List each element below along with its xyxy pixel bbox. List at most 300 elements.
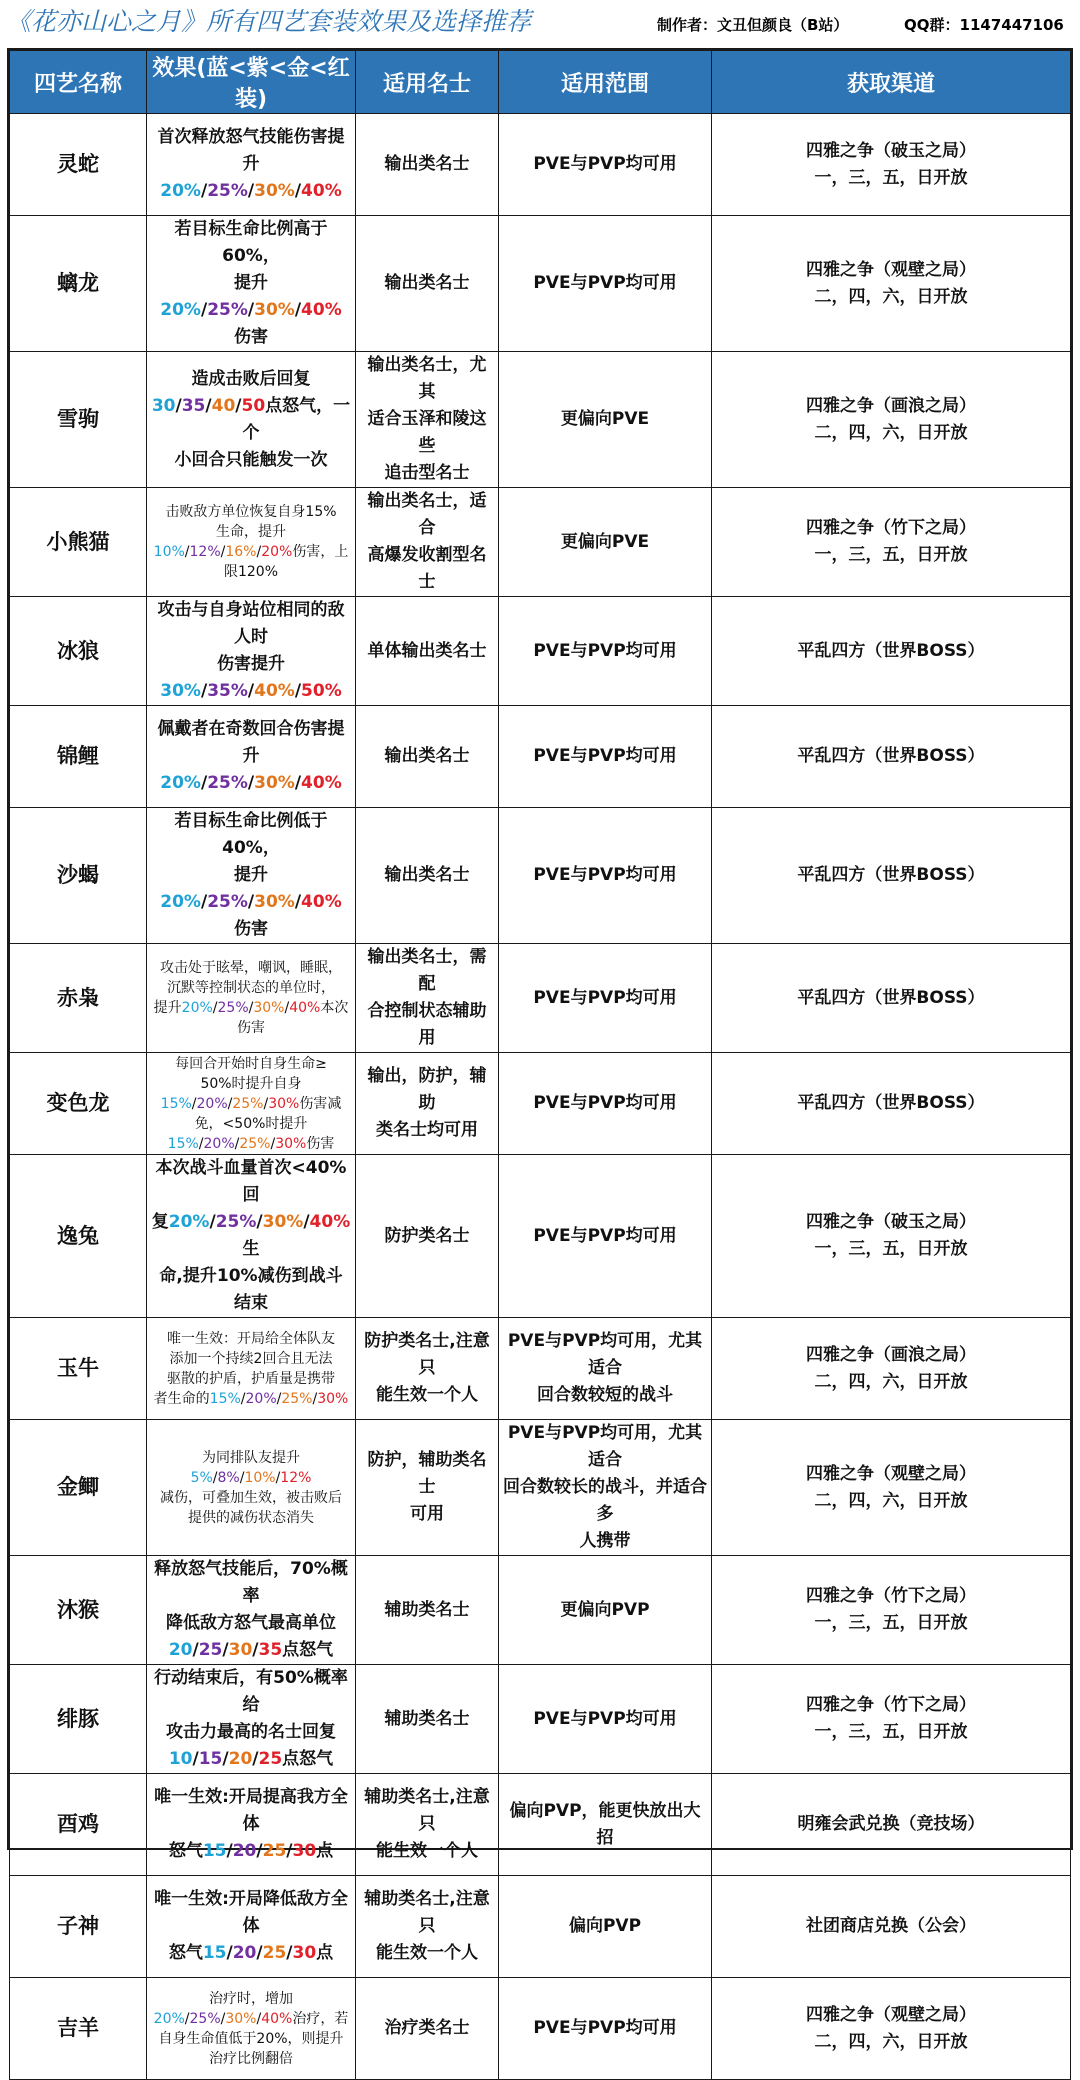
effect-text: 30% xyxy=(254,892,295,912)
suitable-cell-line: 类名士均可用 xyxy=(376,1120,478,1140)
effect-line xyxy=(151,1448,351,1468)
effect-line xyxy=(151,770,351,797)
effect-cell xyxy=(147,944,356,1053)
effect-text: / xyxy=(247,773,255,793)
table-row xyxy=(10,808,1071,944)
effect-text: / xyxy=(256,544,262,560)
effect-line xyxy=(151,1637,351,1664)
effect-text: 每回合开始时自身生命≥ xyxy=(175,1055,327,1072)
effect-cell xyxy=(147,114,356,216)
suitable-cell xyxy=(356,1978,499,2080)
effect-cell xyxy=(147,352,356,488)
effect-text: 35 xyxy=(258,1640,283,1660)
effect-text: 8% xyxy=(217,1469,240,1486)
set-name: 子神 xyxy=(10,1876,147,1978)
effect-line xyxy=(151,597,351,651)
effect-text: 25 xyxy=(258,1749,283,1769)
scope-cell-line: PVE与PVP均可用 xyxy=(533,1093,677,1113)
effect-text: 30% xyxy=(268,1095,300,1112)
effect-cell xyxy=(147,1318,356,1420)
source-cell xyxy=(712,216,1071,352)
effect-text: 15% xyxy=(167,1135,199,1152)
scope-cell xyxy=(499,1665,712,1774)
source-cell-line: 四雅之争（破玉之局） xyxy=(806,140,976,161)
effect-text: 点怒气 xyxy=(282,1640,334,1660)
effect-text: 30% xyxy=(262,1212,304,1232)
table-row xyxy=(10,114,1071,216)
suitable-cell-line: 输出类名士，适合 xyxy=(367,491,487,538)
set-name: 灵蛇 xyxy=(10,114,147,216)
suitable-cell-line: 追击型名士 xyxy=(384,463,470,483)
source-cell-line: 二，四，六，日开放 xyxy=(814,286,968,307)
scope-cell-line: 偏向PVP xyxy=(568,1916,642,1936)
effect-cell xyxy=(147,706,356,808)
effect-line xyxy=(151,1389,351,1409)
effect-text: 本次战斗血量首次<40%回 xyxy=(155,1158,347,1205)
page-title: 《花亦山心之月》所有四艺套装效果及选择推荐 xyxy=(6,7,532,36)
effect-text: / xyxy=(256,1943,263,1963)
source-cell xyxy=(712,1665,1071,1774)
effect-text: / xyxy=(240,1390,246,1407)
header-name: 四艺名称 xyxy=(10,51,147,114)
effect-text: 20% xyxy=(160,892,201,912)
effect-text: 治疗，若 xyxy=(292,2010,349,2027)
scope-cell xyxy=(499,114,712,216)
effect-line xyxy=(151,216,351,270)
effect-text: 10 xyxy=(168,1749,193,1769)
effect-text: 40% xyxy=(301,773,342,793)
effect-text: 20 xyxy=(232,1841,257,1861)
table-row xyxy=(10,1155,1071,1318)
effect-line xyxy=(151,447,351,474)
source-cell-line: 二，四，六，日开放 xyxy=(814,1371,968,1392)
effect-cell xyxy=(147,808,356,944)
effect-text: 25% xyxy=(189,2010,221,2027)
effect-text: / xyxy=(209,1212,216,1232)
effect-text: / xyxy=(248,1000,254,1016)
effect-text: 50% xyxy=(301,681,342,701)
effect-line xyxy=(151,1369,351,1389)
author-credit: 制作者：文丑但颜良（B站） xyxy=(657,16,849,34)
effect-line xyxy=(151,1940,351,1967)
suitable-cell-line: 输出类名士，尤其 xyxy=(367,355,487,402)
effect-text: / xyxy=(184,544,190,560)
suitable-cell-line: 治疗类名士 xyxy=(384,2018,470,2038)
effect-line xyxy=(151,916,351,943)
suitable-cell xyxy=(356,1774,499,1876)
effect-text: 沉默等控制状态的单位时， xyxy=(167,980,335,996)
effect-text: 15 xyxy=(202,1841,227,1861)
effect-text: 20% xyxy=(168,1212,210,1232)
source-cell xyxy=(712,944,1071,1053)
effect-text: 35% xyxy=(207,681,248,701)
scope-cell-line: 更偏向PVP xyxy=(560,1599,650,1620)
suitable-cell-line: 能生效一个人 xyxy=(376,1841,478,1861)
effect-text: 释放怒气技能后，70%概率 xyxy=(154,1559,348,1606)
effect-text: 为同排队友提升 xyxy=(202,1449,300,1466)
suitable-cell-line: 防护，辅助类名士 xyxy=(367,1450,487,1497)
effect-text: 10% xyxy=(153,544,185,560)
effect-line xyxy=(151,1746,351,1773)
effect-text: 伤害减 xyxy=(299,1095,342,1112)
set-name: 吉羊 xyxy=(10,1978,147,2080)
set-name: 锦鲤 xyxy=(10,706,147,808)
effect-cell xyxy=(147,1876,356,1978)
effect-text: / xyxy=(256,1841,263,1861)
effect-text: 30% xyxy=(254,300,295,320)
effect-text: 30% xyxy=(160,681,201,701)
effect-line xyxy=(151,1349,351,1369)
scope-cell xyxy=(499,1155,712,1318)
effect-text: 25% xyxy=(215,1212,257,1232)
table-row xyxy=(10,1318,1071,1420)
effect-text: 佩戴者在奇数回合伤害提升 xyxy=(157,719,345,766)
suitable-cell xyxy=(356,352,499,488)
scope-cell xyxy=(499,1420,712,1556)
effect-text: 治疗时，增加 xyxy=(209,1990,293,2007)
effect-text: / xyxy=(303,1212,310,1232)
effect-text: 12% xyxy=(280,1469,312,1486)
effect-text: / xyxy=(212,1469,218,1486)
effect-text: / xyxy=(226,1841,233,1861)
effect-text: / xyxy=(294,681,302,701)
effect-line xyxy=(151,1719,351,1746)
effect-text: 40% xyxy=(289,1000,321,1016)
scope-cell-line: 人携带 xyxy=(579,1531,631,1551)
effect-text: / xyxy=(212,1000,218,1016)
effect-line xyxy=(151,1094,351,1114)
effect-text: / xyxy=(175,395,182,416)
source-cell-line: 平乱四方（世界BOSS） xyxy=(797,865,985,885)
effect-text: 25% xyxy=(207,181,248,201)
effect-text: 35 xyxy=(181,395,206,416)
scope-cell xyxy=(499,216,712,352)
source-cell xyxy=(712,1420,1071,1556)
effect-text: 20% xyxy=(245,1390,277,1407)
scope-cell-line: 更偏向PVE xyxy=(560,531,650,552)
source-cell-line: 四雅之争（观壁之局） xyxy=(806,2004,976,2025)
effect-text: 提供的减伤状态消失 xyxy=(188,1509,314,1526)
source-cell-line: 四雅之争（竹下之局） xyxy=(806,518,976,538)
effect-text: 伤害提升 xyxy=(217,654,285,674)
source-cell xyxy=(712,488,1071,597)
effect-text: 小回合只能触发一次 xyxy=(174,449,328,470)
scope-cell-line: PVE与PVP均可用 xyxy=(533,1708,677,1729)
scope-cell xyxy=(499,488,712,597)
effect-text: 40% xyxy=(301,181,342,201)
scope-cell xyxy=(499,1774,712,1876)
scope-cell-line: PVE与PVP均可用，尤其适合 xyxy=(507,1423,703,1470)
effect-text: / xyxy=(235,395,242,416)
effect-text: 20% xyxy=(160,300,201,320)
effect-text: 怒气 xyxy=(168,1841,203,1861)
suitable-cell-line: 输出类名士 xyxy=(384,273,470,293)
table-row xyxy=(10,1053,1071,1155)
scope-cell-line: PVE与PVP均可用 xyxy=(533,865,677,885)
effect-line xyxy=(151,1329,351,1349)
source-cell-line: 二，四，六，日开放 xyxy=(814,2031,968,2052)
effect-text: 15% xyxy=(209,1390,241,1407)
effect-line xyxy=(151,716,351,770)
source-cell-line: 二，四，六，日开放 xyxy=(814,1490,968,1511)
source-cell-line: 平乱四方（世界BOSS） xyxy=(797,1093,985,1113)
effect-text: 30% xyxy=(275,1135,307,1152)
effect-text: 40% xyxy=(254,681,295,701)
effect-text: 30% xyxy=(225,2010,257,2027)
effect-text: 20 xyxy=(228,1749,253,1769)
effect-line xyxy=(151,678,351,705)
set-name: 绯豚 xyxy=(10,1665,147,1774)
effect-text: 30 xyxy=(228,1640,253,1660)
source-cell-line: 明雍会武兑换（竞技场） xyxy=(797,1814,985,1834)
source-cell xyxy=(712,1774,1071,1876)
effect-text: 限120% xyxy=(223,564,279,580)
effect-text: / xyxy=(247,681,255,701)
effect-text: / xyxy=(294,892,302,912)
source-cell-line: 四雅之争（画浪之局） xyxy=(806,1344,976,1365)
effect-text: 20% xyxy=(160,181,201,201)
effect-text: 降低敌方怒气最高单位 xyxy=(166,1613,336,1633)
effect-text: 唯一生效:开局降低敌方全体 xyxy=(154,1889,348,1936)
table-row xyxy=(10,1774,1071,1876)
scope-cell-line: PVE与PVP均可用 xyxy=(533,746,677,766)
effect-text: / xyxy=(222,1749,229,1769)
effect-text: 50%时提升自身 xyxy=(200,1075,302,1092)
effect-text: / xyxy=(200,300,208,320)
effect-text: / xyxy=(312,1390,318,1407)
effect-text: 16% xyxy=(225,544,257,560)
effect-text: 30 xyxy=(292,1841,317,1861)
effect-text: / xyxy=(284,1000,290,1016)
effect-text: 30% xyxy=(254,181,295,201)
effect-line xyxy=(151,270,351,324)
scope-cell-line: 回合数较长的战斗，并适合多 xyxy=(503,1477,707,1524)
source-cell-line: 四雅之争（观壁之局） xyxy=(806,1463,976,1484)
suitable-cell-line: 防护类名士 xyxy=(384,1225,470,1246)
effect-text: 20 xyxy=(168,1640,193,1660)
header-suitable: 适用名士 xyxy=(356,51,499,114)
effect-text: 唯一生效:开局提高我方全体 xyxy=(154,1787,348,1834)
suitable-cell-line: 辅助类名士,注意只 xyxy=(364,1787,490,1834)
table-row xyxy=(10,1876,1071,1978)
scope-cell-line: PVE与PVP均可用 xyxy=(533,640,677,661)
effect-line xyxy=(151,542,351,562)
source-cell-line: 平乱四方（世界BOSS） xyxy=(797,987,985,1008)
effect-text: 10% xyxy=(244,1469,276,1486)
effect-text: 提升 xyxy=(234,865,268,885)
header-scope: 适用范围 xyxy=(499,51,712,114)
effect-line xyxy=(151,502,351,522)
effect-text: 点怒气 xyxy=(282,1749,334,1769)
header-effect: 效果(蓝<紫<金<红装) xyxy=(147,51,356,114)
effect-cell xyxy=(147,597,356,706)
effect-text: 25 xyxy=(262,1943,287,1963)
effect-text: / xyxy=(294,181,302,201)
source-cell-line: 四雅之争（观壁之局） xyxy=(806,259,976,280)
source-cell-line: 平乱四方（世界BOSS） xyxy=(797,746,985,766)
scope-cell xyxy=(499,1318,712,1420)
suitable-cell-line: 辅助类名士,注意只 xyxy=(364,1889,490,1936)
set-name: 变色龙 xyxy=(10,1053,147,1155)
effect-text: 40 xyxy=(211,395,236,416)
source-cell xyxy=(712,597,1071,706)
effect-text: 20% xyxy=(196,1095,228,1112)
effect-text: 15% xyxy=(160,1095,192,1112)
suitable-cell-line: 辅助类名士 xyxy=(384,1599,470,1620)
effect-text: 免，<50%时提升 xyxy=(194,1115,308,1132)
source-cell xyxy=(712,1155,1071,1318)
table-row xyxy=(10,1665,1071,1774)
table-row xyxy=(10,597,1071,706)
set-name: 逸兔 xyxy=(10,1155,147,1318)
suitable-cell xyxy=(356,706,499,808)
source-cell-line: 四雅之争（破玉之局） xyxy=(806,1212,976,1232)
effect-line xyxy=(151,1989,351,2009)
suitable-cell xyxy=(356,1318,499,1420)
effect-cell xyxy=(147,1774,356,1876)
effect-line xyxy=(151,1114,351,1134)
source-cell-line: 一，三，五，日开放 xyxy=(814,1613,968,1633)
effect-text: / xyxy=(247,181,255,201)
effect-cell xyxy=(147,1420,356,1556)
effect-text: / xyxy=(227,1095,233,1112)
effect-text: 生 xyxy=(242,1239,260,1259)
effect-text: 伤害 xyxy=(237,1020,265,1036)
scope-cell xyxy=(499,1053,712,1155)
suitable-cell xyxy=(356,1556,499,1665)
effect-text: 12% xyxy=(189,544,221,560)
effect-line xyxy=(151,1074,351,1094)
effect-line xyxy=(151,1838,351,1865)
effect-text: 20% xyxy=(153,2010,185,2027)
header-source: 获取渠道 xyxy=(712,51,1071,114)
effect-text: 行动结束后，有50%概率给 xyxy=(154,1668,348,1715)
suitable-cell-line: 可用 xyxy=(410,1504,444,1524)
effect-text: / xyxy=(205,395,212,416)
suitable-cell xyxy=(356,1665,499,1774)
source-cell-line: 一，三，五，日开放 xyxy=(814,1722,968,1742)
suitable-cell-line: 适合玉泽和陵这些 xyxy=(367,409,487,456)
effect-line xyxy=(151,1886,351,1940)
effect-text: 20% xyxy=(203,1135,235,1152)
effect-text: 复 xyxy=(151,1212,169,1232)
effect-text: 若目标生命比例高于60%， xyxy=(174,219,328,266)
effect-text: 20% xyxy=(181,1000,213,1016)
suitable-cell-line: 输出类名士 xyxy=(384,154,470,174)
effect-text: 20% xyxy=(261,544,293,560)
set-name: 玉牛 xyxy=(10,1318,147,1420)
table-row xyxy=(10,944,1071,1053)
effect-text: / xyxy=(220,2010,226,2027)
table-row xyxy=(10,1556,1071,1665)
set-name: 酉鸡 xyxy=(10,1774,147,1876)
suitable-cell xyxy=(356,808,499,944)
suitable-cell-line: 输出类名士 xyxy=(384,746,470,766)
source-cell xyxy=(712,808,1071,944)
scope-cell xyxy=(499,706,712,808)
effect-text: / xyxy=(200,773,208,793)
effect-text: 点 xyxy=(316,1841,334,1861)
source-cell xyxy=(712,1978,1071,2080)
effect-line xyxy=(151,1018,351,1038)
effect-text: / xyxy=(234,1135,240,1152)
effect-text: 唯一生效：开局给全体队友 xyxy=(167,1330,335,1347)
source-cell xyxy=(712,706,1071,808)
effect-line xyxy=(151,1610,351,1637)
effect-line xyxy=(151,1263,351,1317)
effect-text: / xyxy=(239,1469,245,1486)
set-name: 雪驹 xyxy=(10,352,147,488)
effect-text: / xyxy=(222,1640,229,1660)
effect-line xyxy=(151,1556,351,1610)
suitable-cell xyxy=(356,944,499,1053)
effect-text: 5% xyxy=(190,1469,213,1486)
suitable-cell xyxy=(356,216,499,352)
table-row xyxy=(10,216,1071,352)
suitable-cell-line: 能生效一个人 xyxy=(376,1385,478,1405)
effect-text: / xyxy=(252,1749,259,1769)
table-row xyxy=(10,488,1071,597)
scope-cell xyxy=(499,352,712,488)
effect-line xyxy=(151,978,351,998)
effect-line xyxy=(151,1784,351,1838)
effect-text: 怒气 xyxy=(168,1943,203,1963)
effect-text: 40% xyxy=(301,300,342,320)
source-cell xyxy=(712,1053,1071,1155)
effect-text: 伤害 xyxy=(306,1135,335,1152)
scope-cell xyxy=(499,1556,712,1665)
effect-text: 15 xyxy=(198,1749,223,1769)
scope-cell-line: PVE与PVP均可用 xyxy=(533,154,677,174)
suitable-cell xyxy=(356,1053,499,1155)
effect-text: / xyxy=(226,1943,233,1963)
effect-text: / xyxy=(192,1640,199,1660)
effect-text: 25% xyxy=(207,773,248,793)
effect-line xyxy=(151,808,351,862)
scope-cell xyxy=(499,808,712,944)
scope-cell-line: 更偏向PVE xyxy=(560,409,650,429)
effect-line xyxy=(151,562,351,582)
effect-text: / xyxy=(200,681,208,701)
effect-text: / xyxy=(191,1095,197,1112)
header-row xyxy=(10,51,1071,114)
suitable-cell xyxy=(356,1876,499,1978)
effect-text: 者生命的 xyxy=(153,1390,210,1407)
effect-text: / xyxy=(286,1943,293,1963)
effect-line xyxy=(151,522,351,542)
effect-text: 25% xyxy=(232,1095,264,1112)
effect-text: / xyxy=(200,181,208,201)
effect-line xyxy=(151,393,351,447)
suitable-cell-line: 合控制状态辅助用 xyxy=(367,1001,487,1048)
effect-line xyxy=(151,1468,351,1488)
effect-line xyxy=(151,2029,351,2049)
effect-text: 20 xyxy=(232,1943,257,1963)
source-cell-line: 四雅之争（竹下之局） xyxy=(806,1695,976,1715)
source-cell xyxy=(712,1556,1071,1665)
effect-text: / xyxy=(184,2010,190,2027)
effect-text: 攻击与自身站位相同的敌人时 xyxy=(157,600,345,647)
effect-text: 添加一个持续2回合且无法 xyxy=(169,1350,333,1367)
effect-cell xyxy=(147,1978,356,2080)
effect-text: / xyxy=(256,2010,262,2027)
scope-cell-line: PVE与PVP均可用，尤其适合 xyxy=(507,1331,703,1378)
effect-text: 伤害，上 xyxy=(292,544,349,560)
effect-text: / xyxy=(263,1095,269,1112)
effect-line xyxy=(151,1209,351,1263)
table-row xyxy=(10,1978,1071,2080)
effect-cell xyxy=(147,1155,356,1318)
